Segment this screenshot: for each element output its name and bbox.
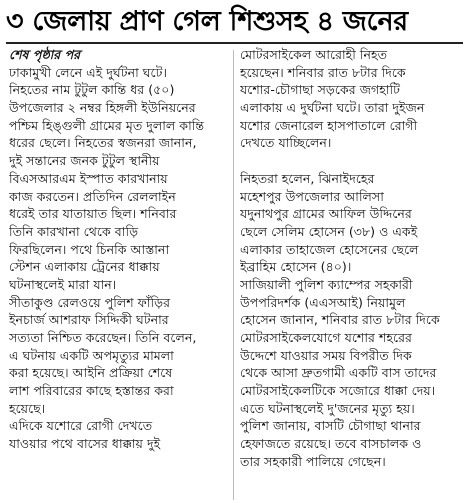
column-right [240, 46, 464, 471]
article-text-line: ছেলে সেলিম হোসেন (৩৮) ও একই [240, 223, 418, 239]
left-column-body [9, 64, 228, 453]
kicker-continued-from: শেষ পৃষ্ঠার পর [9, 47, 81, 62]
article-text-line: পুলিশ জানায়, বাসটি চৌগাছা থানার [240, 418, 421, 434]
article-text-line: এলাকার তাহাজেল হোসেনের ছেলে [240, 241, 419, 257]
article-text-line: হয়েছে। [9, 400, 46, 416]
article-text-line: ধরের ছেলে। নিহতের স্বজনরা জানান, [9, 135, 197, 151]
article-text-line: উদ্দেশে যাওয়ার সময় বিপরীত দিক [240, 347, 412, 363]
article-text-line: করা হয়েছে। আইনি প্রক্রিয়া শেষে [9, 365, 173, 381]
article-text-line: সত্যতা নিশ্চিত করেছেন। তিনি বলেন, [9, 330, 197, 345]
article-text-line [240, 152, 464, 170]
article-text-line: ইনচার্জ আশরাফ সিদ্দিকী ঘটনার [9, 312, 169, 328]
right-column-body [240, 46, 464, 471]
article-text-line: হয়েছেন। শনিবার রাত ৮টার দিকে [240, 64, 406, 80]
article-text-line: লাশ পরিবারের কাছে হস্তান্তর করা [9, 383, 174, 399]
article-text-line: তিনি কারখানা থেকে বাড়ি [9, 223, 139, 239]
article-text-line: কাজ করতেন। প্রতিদিন রেললাইন [9, 188, 176, 204]
article-text-line: ইব্রাহিম হোসেন (৪০)। [240, 259, 352, 275]
article-text-line: হেফাজতে রয়েছে। তবে বাসচালক ও [240, 436, 422, 452]
article-text-line: সাজিয়ালী পুলিশ ক্যাম্পের সহকারী [240, 276, 413, 292]
article-text-line: হোসেন জানান, শনিবার রাত ৮টার দিকে [240, 312, 440, 328]
article-text-line: থেকে আসা দ্রুতগামী একটি বাস তাদের [240, 365, 437, 381]
article-text-line: স্টেশন এলাকায় ট্রেনের ধাক্কায় [9, 259, 160, 275]
article-text-line: যশোর-চৌগাছা সড়কের জগহাটি [240, 82, 400, 98]
article-text-line: যাওয়ার পথে বাসের ধাক্কায় দুই [9, 436, 161, 452]
article-text-line: মোটরসাইকেলটিকে সজোরে ধাক্কা দেয়। [240, 383, 436, 399]
article-text-line: উপজেলার ২ নম্বর হিঙ্গলী ইউনিয়নের [9, 100, 196, 116]
article-text-line: সীতাকুণ্ড রেলওয়ে পুলিশ ফাঁড়ির [9, 294, 171, 310]
article-text-line: ধরেই তার যাতায়াত ছিল। শনিবার [9, 206, 177, 222]
article-text-line: এলাকায় এ দুর্ঘটনা ঘটে। তারা দুইজন [240, 100, 425, 116]
article-text-line: দেখতে যাচ্ছিলেন। [240, 135, 332, 151]
article-text-line: যশোর জেনারেল হাসপাতালে রোগী [240, 117, 418, 133]
article-text-line: নিহতরা হলেন, ঝিনাইদহের [240, 170, 375, 186]
column-left [9, 46, 228, 453]
article-text-line: তার সহকারী পালিয়ে গেছেন। [240, 453, 386, 469]
article-text-line: মোটরসাইকেল আরোহী নিহত [240, 47, 388, 62]
article-text-line: দুই সন্তানের জনক টুটুল স্থানীয় [9, 153, 160, 169]
article-text-line: বিএসআরএম ইস্পাত কারখানায় [9, 170, 168, 186]
article-text-line: ফিরছিলেন। পথে চিনকি আস্তানা [9, 241, 170, 257]
article-text-line: মহেশপুর উপজেলার আলিসা [240, 188, 384, 204]
article-text-line: এ ঘটনায় একটি অপমৃত্যুর মামলা [9, 347, 174, 363]
article-headline: ৩ জেলায় প্রাণ গেল শিশুসহ ৪ জনের [6, 6, 408, 37]
article-text-line: নিহতের নাম টুটুল কান্তি ধর (৫০) [9, 82, 175, 98]
article-text-line: এতে ঘটনাস্থলেই দু'জনের মৃত্যু হয়। [240, 400, 415, 416]
article-text-line: মোটরসাইকেলযোগে যশোর শহরের [240, 330, 412, 345]
article-text-line: ঢাকামুখী লেনে এই দুর্ঘটনা ঘটে। [9, 64, 167, 80]
article-text-line: যদুনাথপুর গ্রামের আফিল উদ্দিনের [240, 206, 412, 222]
article-text-line: ঘটনাস্থলেই মারা যান। [9, 276, 117, 292]
article-text-line: উপপরিদর্শক (এএসআই) নিয়ামুল [240, 294, 406, 310]
column-divider [233, 50, 234, 500]
headline-rule [6, 42, 463, 44]
article-text-line: এদিকে যশোরে রোগী দেখতে [9, 418, 153, 434]
article-text-line: পশ্চিম হিঙ্গুলী গ্রামের মৃত দুলাল কান্তি [9, 117, 205, 133]
